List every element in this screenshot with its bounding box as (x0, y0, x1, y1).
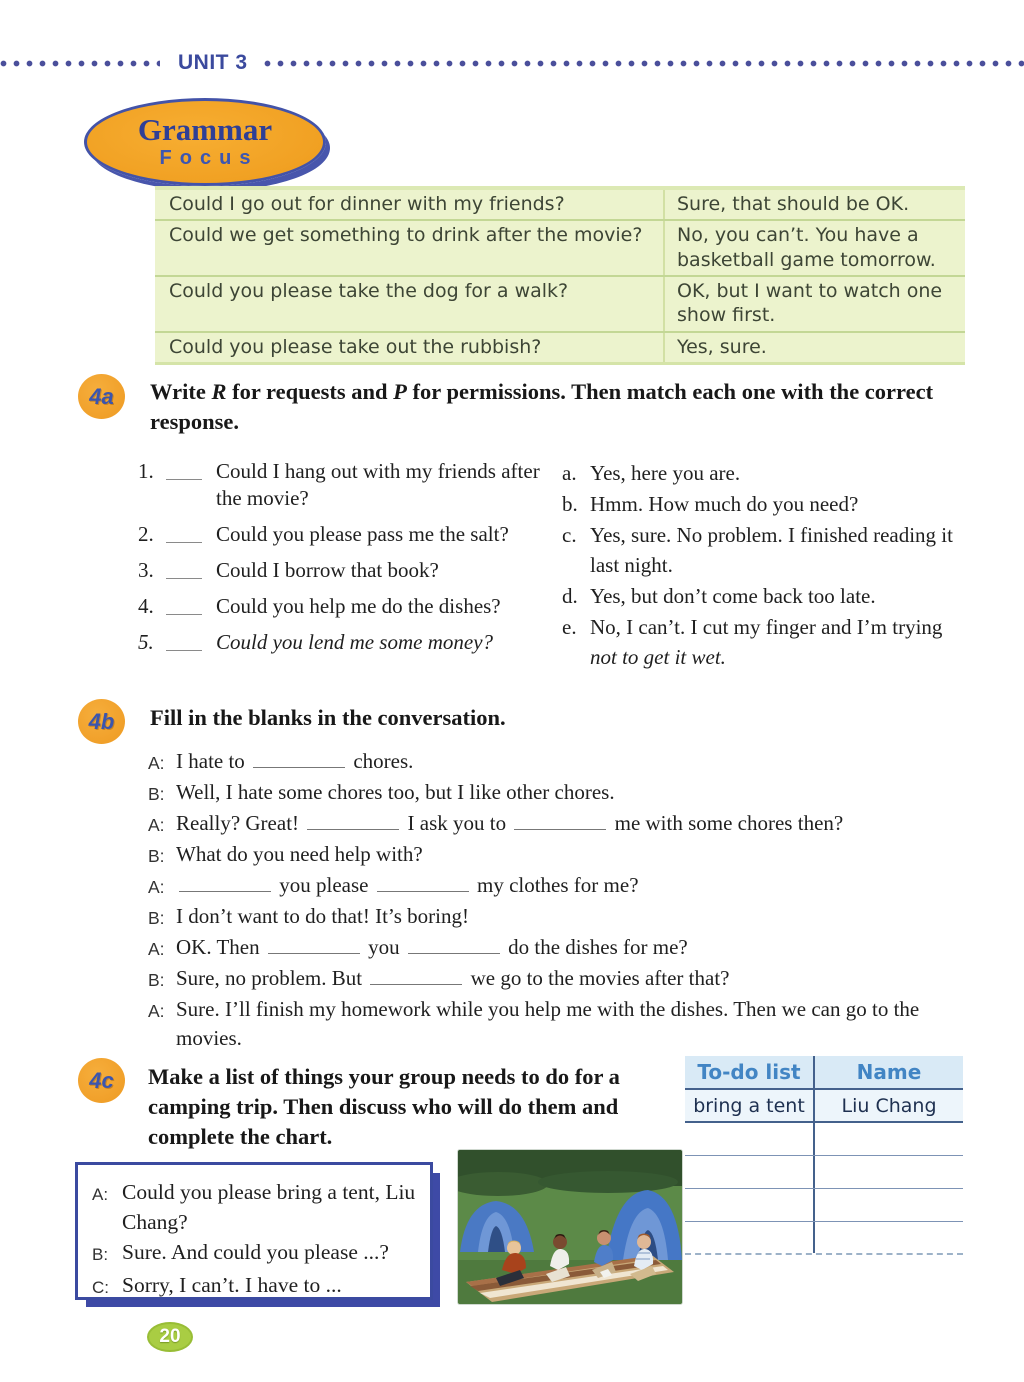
question-text: Could you lend me some money? (216, 630, 494, 654)
section-badge-4c: 4c (78, 1058, 125, 1103)
speaker-label: C: (92, 1278, 109, 1297)
response-item (562, 520, 983, 580)
question-cell: Could I go out for dinner with my friends? (155, 190, 665, 219)
heading-text: Write (150, 379, 212, 404)
speaker-label: B: (148, 846, 165, 866)
todo-row (685, 1090, 963, 1123)
conversation-text: Well, I hate some chores too, but I like other chores. (176, 780, 615, 804)
dotted-rule-right (264, 60, 1024, 67)
question-number: 5. (138, 630, 154, 654)
speaker-label: A: (148, 1001, 165, 1021)
todo-name-cell: Liu Chang (841, 1094, 937, 1117)
conversation-line (148, 902, 988, 933)
dialogue-text: Sorry, I can’t. I have to ... (122, 1273, 342, 1297)
dialogue-line (92, 1237, 422, 1270)
section-badge-4a: 4a (78, 374, 125, 419)
todo-row (685, 1222, 963, 1255)
todo-task-cell: bring a tent (685, 1090, 815, 1121)
unit-label: UNIT 3 (178, 51, 248, 74)
grammar-focus-subtitle: Focus (159, 147, 259, 169)
answer-cell: Sure, that should be OK. (677, 193, 910, 215)
question-text: Could you please pass me the salt? (216, 522, 509, 546)
fill-blank (166, 593, 202, 615)
conversation (148, 747, 988, 1053)
todo-name-cell (815, 1189, 963, 1221)
question-item (138, 458, 558, 512)
fill-blank (514, 826, 606, 830)
todo-name-cell (815, 1156, 963, 1188)
speaker-label: B: (148, 970, 165, 990)
conversation-text: I don’t want to do that! It’s boring! (176, 904, 469, 928)
question-cell: Could you please take the dog for a walk? (155, 277, 665, 331)
todo-header-row (685, 1056, 963, 1090)
fill-blank (179, 888, 271, 892)
todo-row (685, 1123, 963, 1156)
todo-row (685, 1189, 963, 1222)
dialogue-text: Could you please bring a tent, Liu Chang? (122, 1180, 416, 1234)
todo-header-name: Name (856, 1060, 922, 1084)
response-text: Yes, sure. No problem. I finished reading it last night. (590, 523, 953, 577)
response-item (562, 581, 983, 611)
speaker-label: B: (92, 1245, 109, 1264)
conversation-text: you please my clothes for me? (176, 871, 988, 902)
responses-column (558, 458, 983, 673)
conversation-text: Really? Great! I ask you to me with some chores then? (176, 811, 844, 835)
speaker-label: A: (148, 815, 165, 835)
dialogue-text: Sure. And could you please ...? (122, 1240, 389, 1264)
response-item (562, 489, 983, 519)
answer-cell: No, you can’t. You have a basketball game tomorrow. (677, 224, 936, 271)
question-text: Could you help me do the dishes? (216, 594, 501, 618)
example-dialogue-box (75, 1162, 433, 1300)
question-item (138, 557, 558, 584)
speaker-label: A: (92, 1185, 109, 1204)
question-number: 4. (138, 594, 154, 618)
match-exercise (138, 458, 983, 673)
section-4b-heading: Fill in the blanks in the conversation. (150, 705, 506, 730)
todo-task-cell (685, 1123, 815, 1155)
conversation-text: Sure, no problem. But we go to the movies after that? (176, 966, 730, 990)
table-row (155, 221, 965, 277)
conversation-text: Sure. I’ll finish my homework while you help me with the dishes. Then we can go to the movies. (176, 997, 920, 1050)
fill-blank (166, 629, 202, 651)
fill-blank (253, 764, 345, 768)
conversation-text: OK. Then you do the dishes for me? (176, 935, 688, 959)
conversation-line (148, 747, 988, 778)
section-4a-heading (150, 377, 980, 437)
child-4 (637, 1235, 651, 1249)
todo-name-cell (815, 1222, 963, 1253)
response-text: Yes, but don’t come back too late. (590, 584, 876, 608)
conversation-line (148, 778, 988, 809)
question-item (138, 593, 558, 620)
response-letter: c. (562, 523, 577, 547)
question-item (138, 629, 558, 656)
fill-blank (307, 826, 399, 830)
question-item (138, 521, 558, 548)
speaker-label: A: (148, 939, 165, 959)
response-letter: a. (562, 461, 577, 485)
conversation-line (148, 995, 988, 1053)
section-4c-heading: Make a list of things your group needs to do for a camping trip. Then discuss who will do them and complete the chart. (148, 1064, 620, 1149)
heading-text: for permissions. Then match each one with the correct response. (150, 379, 934, 434)
answer-cell: OK, but I want to watch one show first. (677, 279, 943, 327)
speaker-label: A: (148, 753, 165, 773)
response-text: Hmm. How much do you need? (590, 492, 859, 516)
fill-blank (408, 950, 500, 954)
fill-blank (370, 981, 462, 985)
unit-header (0, 51, 1024, 74)
question-cell: Could we get something to drink after the movie? (155, 221, 665, 275)
response-letter: d. (562, 584, 578, 608)
response-letter: b. (562, 492, 578, 516)
heading-italic: P (393, 379, 407, 404)
question-number: 3. (138, 558, 154, 582)
response-item (562, 458, 983, 488)
response-text-italic: not to get it wet. (590, 645, 726, 669)
question-text: Could I hang out with my friends after the movie? (216, 459, 540, 510)
question-text: Could I borrow that book? (216, 558, 439, 582)
todo-name-cell (815, 1123, 963, 1155)
todo-row (685, 1156, 963, 1189)
response-text: No, I can’t. I cut my finger and I’m trying not to get it wet. (590, 615, 943, 669)
table-row (155, 277, 965, 333)
grammar-focus-title: Grammar (137, 112, 273, 147)
grammar-focus-table (155, 186, 965, 365)
speaker-label: B: (148, 784, 165, 804)
grammar-focus-badge (84, 98, 326, 186)
question-cell: Could you please take out the rubbish? (155, 333, 665, 362)
fill-blank (166, 557, 202, 579)
answer-cell: Yes, sure. (677, 335, 767, 358)
table-row (155, 190, 965, 221)
conversation-line (148, 964, 988, 995)
fill-blank (166, 458, 202, 480)
dialogue-line (92, 1270, 422, 1303)
table-row (155, 333, 965, 365)
heading-italic: R (211, 379, 227, 404)
question-number: 2. (138, 522, 154, 546)
todo-header-list: To-do list (685, 1056, 815, 1088)
camping-photo (458, 1150, 682, 1304)
dialogue-line (92, 1177, 422, 1237)
conversation-line (148, 871, 988, 902)
response-text: Yes, here you are. (590, 461, 741, 485)
todo-table (685, 1056, 963, 1255)
speaker-label: A: (148, 877, 165, 897)
conversation-line (148, 809, 988, 840)
todo-task-cell (685, 1156, 815, 1188)
heading-text: for requests and (226, 379, 394, 404)
speaker-label: B: (148, 908, 165, 928)
question-number: 1. (138, 459, 154, 483)
fill-blank (268, 950, 360, 954)
conversation-text: What do you need help with? (176, 842, 423, 866)
conversation-text: I hate to chores. (176, 749, 414, 773)
todo-task-cell (685, 1222, 815, 1253)
todo-task-cell (685, 1189, 815, 1221)
fill-blank (377, 888, 469, 892)
response-letter: e. (562, 615, 577, 639)
response-item (562, 612, 983, 672)
conversation-line (148, 840, 988, 871)
conversation-line (148, 933, 988, 964)
section-badge-4b: 4b (78, 699, 125, 744)
page-number-badge: 20 (147, 1322, 193, 1352)
questions-column (138, 458, 558, 673)
fill-blank (166, 521, 202, 543)
dotted-rule-left (0, 60, 160, 67)
